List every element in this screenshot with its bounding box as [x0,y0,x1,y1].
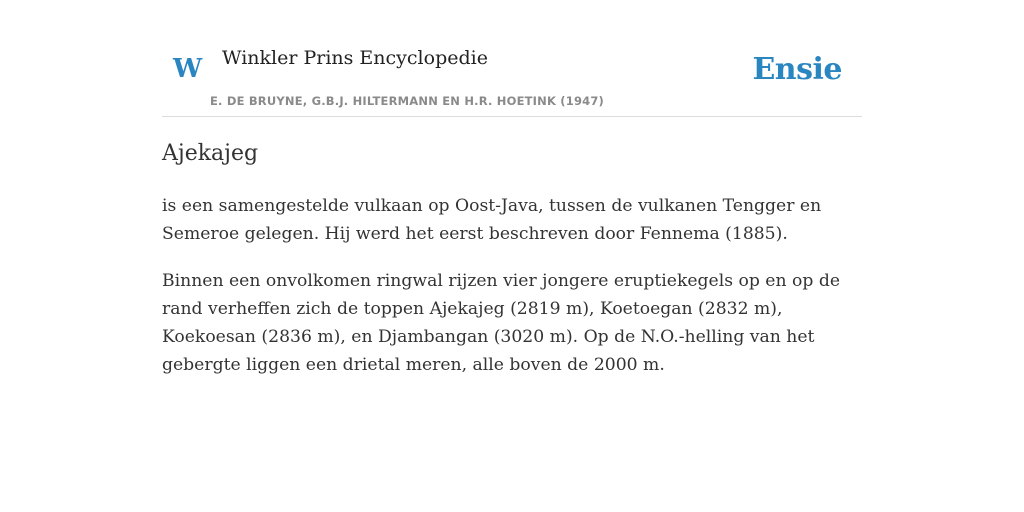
entry-body [162,192,862,398]
ensie-logo-link[interactable]: Ensie [752,52,842,87]
entry-paragraph-2: Binnen een onvolkomen ringwal rijzen vier jongere eruptiekegels op en op de rand verheffen zich de toppen Ajekajeg (2819 m), Koetoegan (2832 m), Koekoesan (2836 m), en Djambangan (3020 m). Op de N.O.-helling van het gebergte liggen een drietal meren, alle boven de 2000 m. [162,271,840,375]
source-header [162,0,862,117]
source-title[interactable]: Winkler Prins Encyclopedie [222,47,488,69]
source-authors: E. DE BRUYNE, G.B.J. HILTERMANN EN H.R. HOETINK (1947) [210,94,605,108]
entry-paragraph-1: is een samengestelde vulkaan op Oost-Java, tussen de vulkanen Tengger en Semeroe gelegen. Hij werd het eerst beschreven door Fennema (1885). [162,196,822,244]
entry-title: Ajekajeg [162,141,259,166]
source-logo[interactable]: W [173,54,203,84]
